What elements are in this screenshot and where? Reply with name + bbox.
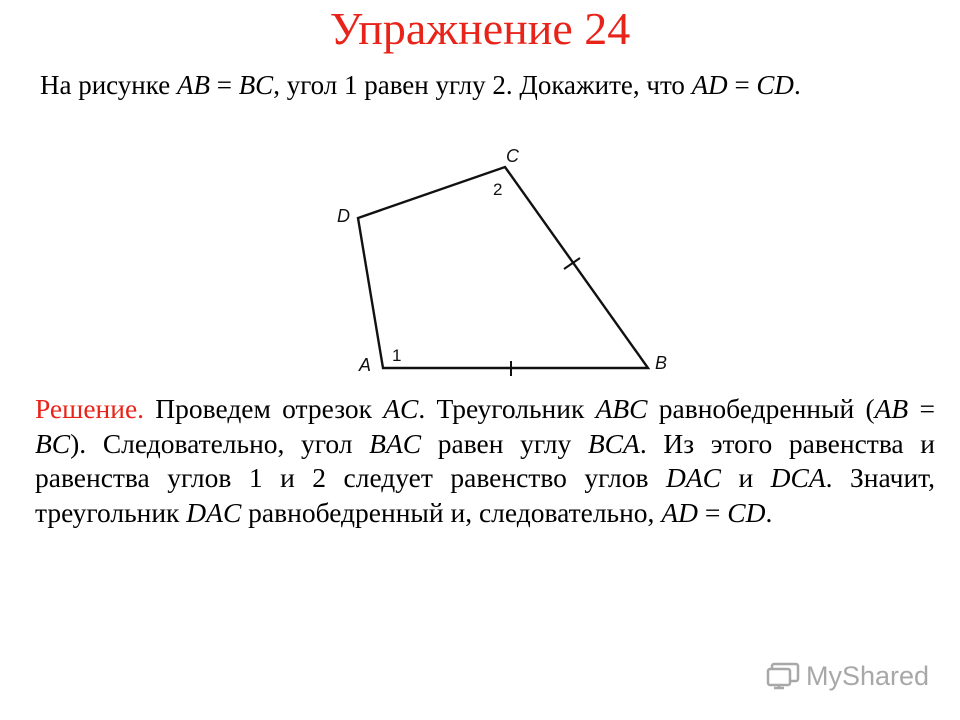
vertex-label-b: B xyxy=(655,353,668,373)
angle-mark-1: 1 xyxy=(392,346,402,365)
quadrilateral-figure xyxy=(300,140,700,390)
slide-title: Упражнение 24 xyxy=(329,3,631,54)
solution-segment: ). Следовательно, угол xyxy=(70,427,370,459)
solution-var: DCA xyxy=(770,462,826,493)
solution-var: CD xyxy=(727,496,766,528)
solution-segment: . Треугольник xyxy=(418,393,596,424)
solution-segment: Проведем отрезок xyxy=(144,393,384,424)
solution-text xyxy=(35,392,935,530)
problem-var: BC xyxy=(238,70,274,100)
angle-mark-2: 2 xyxy=(493,180,503,199)
solution-segment: . Из этого равенства и равенства углов 1 и 2 следует равенство углов xyxy=(35,427,936,493)
solution-segment: = xyxy=(908,393,935,424)
problem-var: AB xyxy=(176,70,210,100)
problem-text: , угол 1 равен углу 2. Докажите, что xyxy=(273,70,692,100)
solution-segment: . xyxy=(765,496,773,528)
solution-segment: и xyxy=(720,462,771,493)
watermark xyxy=(766,656,929,696)
solution-var: AD xyxy=(661,496,698,528)
solution-segment: равнобедренный и, следовательно, xyxy=(241,496,662,528)
solution-var: AB xyxy=(874,393,909,424)
solution-segment: равен углу xyxy=(421,427,588,459)
problem-var: CD xyxy=(756,70,794,100)
problem-text: = xyxy=(727,70,757,100)
problem-text: . xyxy=(793,70,801,100)
problem-statement xyxy=(40,68,918,102)
watermark-text: MyShared xyxy=(806,660,930,691)
vertex-label-c: C xyxy=(506,146,519,166)
quadrilateral-abcd xyxy=(358,167,648,368)
solution-var: DAC xyxy=(665,462,721,493)
solution-var: BC xyxy=(35,427,71,459)
solution-var: DAC xyxy=(186,496,242,528)
solution-var: ABC xyxy=(595,393,648,424)
problem-var: AD xyxy=(691,70,728,100)
solution-segment: = xyxy=(697,496,728,528)
solution-segment: . Значит, треугольник xyxy=(35,462,935,528)
solution-var: BAC xyxy=(369,427,422,459)
solution-var: BCA xyxy=(587,427,640,459)
vertex-label-a: A xyxy=(359,355,372,375)
vertex-label-d: D xyxy=(337,206,350,226)
problem-text: На рисунке xyxy=(40,70,177,100)
myshared-logo-icon xyxy=(766,661,802,691)
problem-text: = xyxy=(209,70,239,100)
solution-lead: Решение. xyxy=(35,393,145,424)
solution-var: AC xyxy=(383,393,419,424)
solution-segment: равнобедренный ( xyxy=(647,393,875,424)
